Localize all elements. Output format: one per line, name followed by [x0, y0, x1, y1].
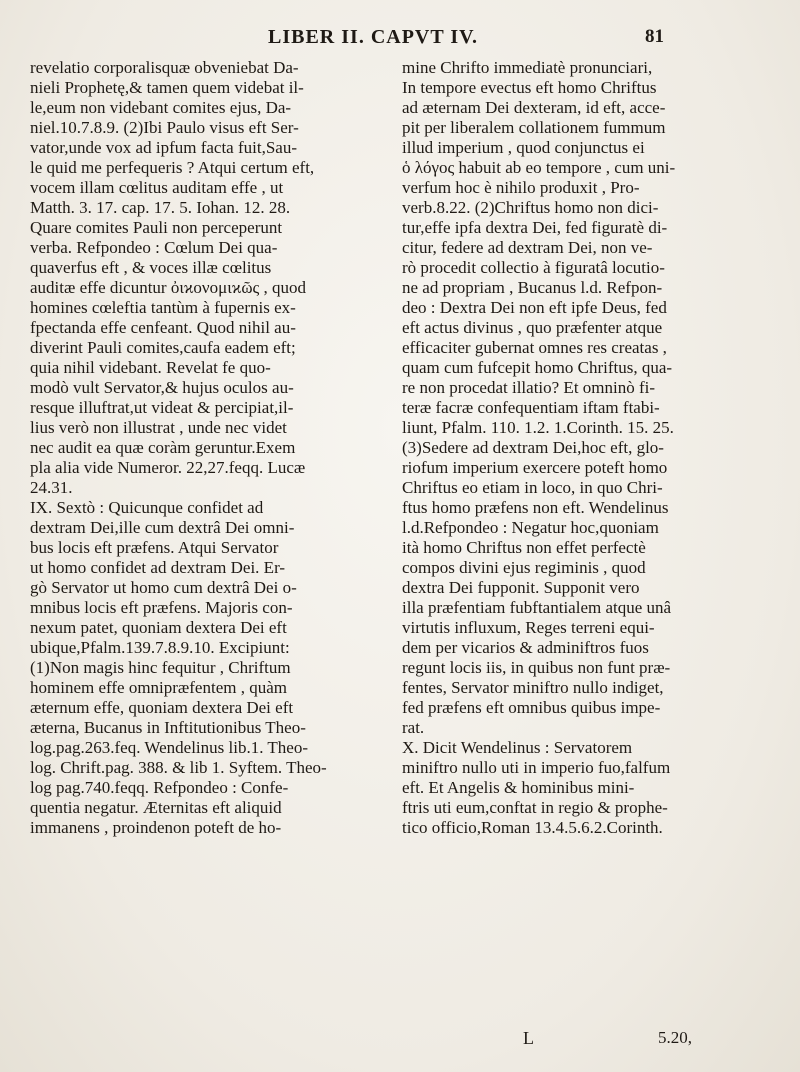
text-line: virtutis influxum, Reges terreni equi-: [402, 618, 655, 637]
text-line: pla alia vide Numeror. 22,27.feqq. Lucæ: [30, 458, 306, 477]
text-line: re non procedat illatio? Et omninò fi-: [402, 378, 656, 397]
text-line: IX. Sextò : Quicunque confidet ad: [30, 498, 264, 517]
text-line: bus locis eft præfens. Atqui Servator: [30, 538, 279, 557]
text-line: illa præfentiam fubftantialem atque unâ: [402, 598, 672, 617]
text-line: eft. Et Angelis & hominibus mini-: [402, 778, 635, 797]
text-line: lius verò non illustrat , unde nec videt: [30, 418, 287, 437]
text-line: miniftro nullo uti in imperio fuo,falfum: [402, 758, 671, 777]
text-line: diverint Pauli comites,caufa eadem eft;: [30, 338, 296, 357]
text-line: mine Chrifto immediatè pronunciari,: [402, 58, 653, 77]
text-line: æterna, Bucanus in Inftitutionibus Theo-: [30, 718, 306, 737]
text-line: liunt, Pfalm. 110. 1.2. 1.Corinth. 15. 25.: [402, 418, 674, 437]
text-line: quam cum fufcepit homo Chriftus, qua-: [402, 358, 673, 377]
text-line: mnibus locis eft præfens. Majoris con-: [30, 598, 293, 617]
text-line: nexum patet, quoniam dextera Dei eft: [30, 618, 287, 637]
running-title: LIBER II. CAPVT IV.: [268, 26, 478, 48]
text-line: quentia negatur. Æternitas eft aliquid: [30, 798, 282, 817]
text-line: modò vult Servator,& hujus oculos au-: [30, 378, 294, 397]
text-line: Chriftus eo etiam in loco, in quo Chri-: [402, 478, 663, 497]
text-line: rò procedit collectio à figuratâ locutio-: [402, 258, 665, 277]
text-line: verba. Refpondeo : Cœlum Dei qua-: [30, 238, 278, 257]
text-line: (3)Sedere ad dextram Dei,hoc eft, glo-: [402, 438, 664, 457]
text-line: gò Servator ut homo cum dextrâ Dei o-: [30, 578, 297, 597]
text-line: dextram Dei,ille cum dextrâ Dei omni-: [30, 518, 295, 537]
text-line: l.d.Refpondeo : Negatur hoc,quoniam: [402, 518, 659, 537]
text-line: resque illuftrat,ut videat & percipiat,il-: [30, 398, 294, 417]
text-line: tico officio,Roman 13.4.5.6.2.Corinth.: [402, 818, 663, 837]
text-line: teræ facræ confequentiam iftam ftabi-: [402, 398, 660, 417]
text-line: revelatio corporalisquæ obveniebat Da-: [30, 58, 299, 77]
text-line: In tempore evectus eft homo Chriftus: [402, 78, 657, 97]
page-number: 81: [645, 26, 664, 47]
text-line: riofum imperium exercere poteft homo: [402, 458, 668, 477]
text-line: immanens , proindenon poteft de ho-: [30, 818, 282, 837]
text-line: verb.8.22. (2)Chriftus homo non dici-: [402, 198, 659, 217]
text-line: le quid me perfequeris ? Atqui certum eft,: [30, 158, 315, 177]
text-line: deo : Dextra Dei non eft ipfe Deus, fed: [402, 298, 667, 317]
text-line: eft actus divinus , quo præfenter atque: [402, 318, 663, 337]
text-line: ὁ λόγος habuit ab eo tempore , cum uni-: [402, 158, 676, 177]
text-line: auditæ effe dicuntur ὀιϰονομιϰῶς , quod: [30, 278, 307, 297]
text-line: ut homo confidet ad dextram Dei. Er-: [30, 558, 286, 577]
page-header: [0, 26, 800, 50]
text-line: ftris uti eum,conftat in regio & prophe-: [402, 798, 668, 817]
text-line: æternum effe, quoniam dextera Dei eft: [30, 698, 294, 717]
text-line: tur,effe ipfa dextra Dei, fed figuratè di-: [402, 218, 668, 237]
text-line: ità homo Chriftus non effet perfectè: [402, 538, 646, 557]
text-line: quaverfus eft , & voces illæ cœlitus: [30, 258, 272, 277]
left-column: [30, 58, 386, 838]
text-line: Matth. 3. 17. cap. 17. 5. Iohan. 12. 28.: [30, 198, 291, 217]
text-line: dextra Dei fupponit. Supponit vero: [402, 578, 640, 597]
text-line: ftus homo præfens non eft. Wendelinus: [402, 498, 669, 517]
text-line: log.pag.263.feq. Wendelinus lib.1. Theo-: [30, 738, 308, 757]
text-line: le,eum non videbant comites ejus, Da-: [30, 98, 292, 117]
text-line: ubique,Pfalm.139.7.8.9.10. Excipiunt:: [30, 638, 290, 657]
catchword: 5.20,: [658, 1028, 692, 1047]
right-column: [402, 58, 758, 838]
text-line: vator,unde vox ad ipfum facta fuit,Sau-: [30, 138, 297, 157]
text-line: ne ad propriam , Bucanus l.d. Refpon-: [402, 278, 663, 297]
text-line: log. Chrift.pag. 388. & lib 1. Syftem. Theo-: [30, 758, 327, 777]
text-line: illud imperium , quod conjunctus ei: [402, 138, 645, 157]
text-line: X. Dicit Wendelinus : Servatorem: [402, 738, 633, 757]
text-line: pit per liberalem collationem fummum: [402, 118, 666, 137]
text-line: dem per vicarios & adminiftros fuos: [402, 638, 649, 657]
text-line: compos divini ejus regiminis , quod: [402, 558, 646, 577]
text-line: quia nihil videbant. Revelat fe quo-: [30, 358, 271, 377]
text-line: citur, federe ad dextram Dei, non ve-: [402, 238, 653, 257]
text-line: niel.10.7.8.9. (2)Ibi Paulo visus eft Ser-: [30, 118, 299, 137]
text-line: homines cœleftia tantùm à fupernis ex-: [30, 298, 296, 317]
text-line: efficaciter gubernat omnes res creatas ,: [402, 338, 667, 357]
text-line: fentes, Servator miniftro nullo indiget,: [402, 678, 664, 697]
text-line: nieli Prophetę,& tamen quem videbat il-: [30, 78, 304, 97]
page-footer: [0, 1028, 800, 1050]
text-line: rat.: [402, 718, 425, 737]
text-line: verfum hoc è nihilo produxit , Pro-: [402, 178, 640, 197]
text-line: fed præfens eft omnibus quibus impe-: [402, 698, 661, 717]
text-line: nec audit ea quæ coràm geruntur.Exem: [30, 438, 296, 457]
text-line: fpectanda effe cenfeant. Quod nihil au-: [30, 318, 296, 337]
text-line: hominem effe omnipræfentem , quàm: [30, 678, 287, 697]
text-line: regunt locis iis, in quibus non funt præ-: [402, 658, 671, 677]
text-line: ad æternam Dei dexteram, id eft, acce-: [402, 98, 666, 117]
text-line: (1)Non magis hinc fequitur , Chriftum: [30, 658, 291, 677]
text-line: 24.31.: [30, 478, 73, 497]
signature-mark: L: [523, 1028, 534, 1048]
text-line: Quare comites Pauli non perceperunt: [30, 218, 283, 237]
text-line: log pag.740.feqq. Refpondeo : Confe-: [30, 778, 289, 797]
text-line: vocem illam cœlitus auditam effe , ut: [30, 178, 284, 197]
